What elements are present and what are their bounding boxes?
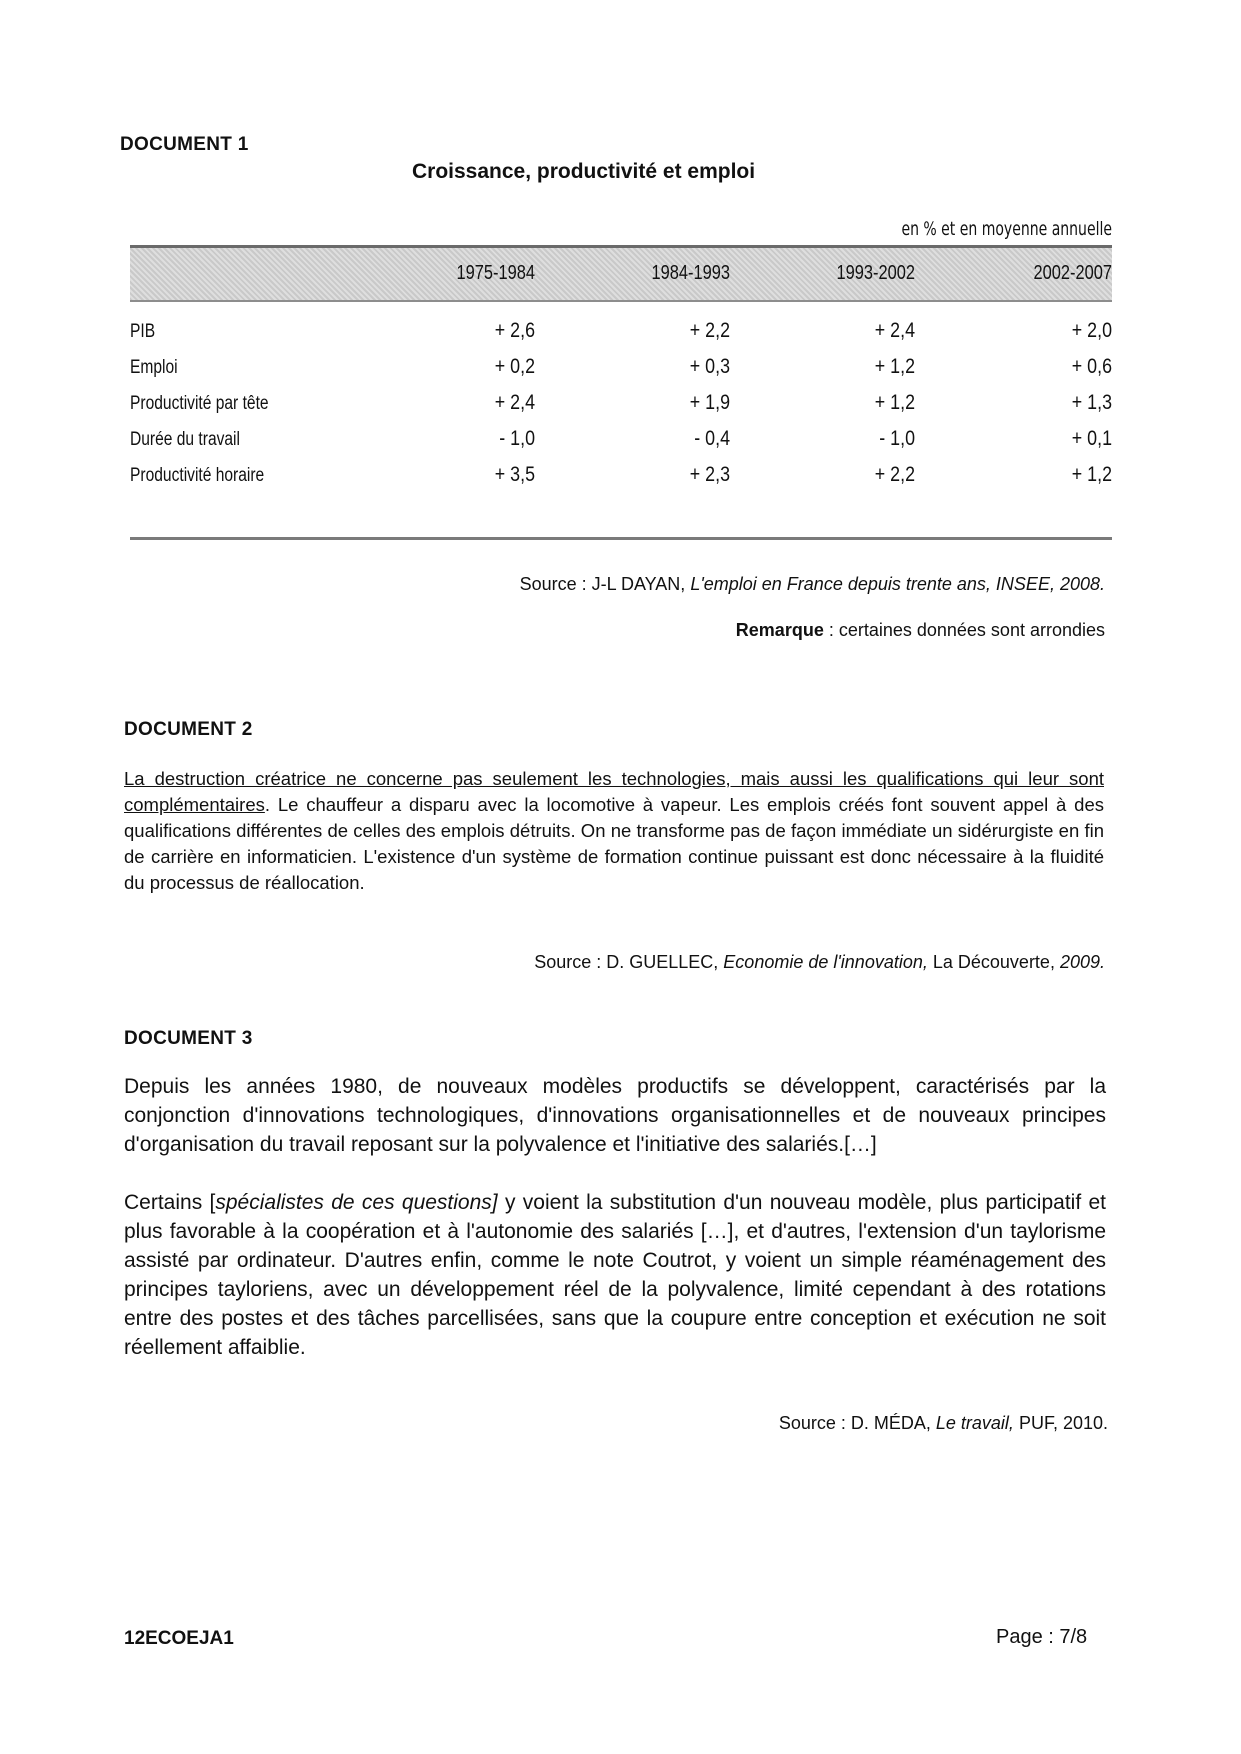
paragraph-rest: y voient la substitution d'un nouveau modèle, plus participatif et plus favorable à la coopération et à l'autonomie des salariés […], et d'autres, l'extension d'un taylorisme assisté par ordinateur. D'autres enfin, comme le note Coutrot, y voient un simple réaménagement des principes tayloriens, avec un développement réel de la polyvalence, limité cependant à des rotations entre des postes et des tâches parcellisées, sans que la coupure entre conception et exécution ne soit réellement affaiblie. bbox=[124, 1191, 1106, 1359]
source-title: Le travail, bbox=[935, 1413, 1014, 1433]
source-title: Economie de l'innovation, bbox=[723, 952, 928, 972]
cell-value: + 2,3 bbox=[689, 463, 730, 486]
document-2-heading: DOCUMENT 2 bbox=[124, 719, 253, 740]
cell-value: + 1,2 bbox=[1071, 463, 1112, 486]
row-label: Emploi bbox=[130, 357, 178, 378]
cell-value: + 3,5 bbox=[494, 463, 535, 486]
source-prefix: Source : D. GUELLEC, bbox=[534, 952, 724, 972]
cell-value: + 2,0 bbox=[1071, 319, 1112, 342]
paragraph-italic: spécialistes de ces questions] bbox=[215, 1191, 498, 1214]
table-unit-note: en % et en moyenne annuelle bbox=[901, 218, 1112, 240]
page-number: Page : 7/8 bbox=[996, 1626, 1088, 1648]
cell-value: + 2,4 bbox=[874, 319, 915, 342]
row-label: Durée du travail bbox=[130, 429, 240, 450]
table-row bbox=[130, 317, 1112, 351]
cell-value: - 1,0 bbox=[879, 427, 915, 450]
document-1-heading: DOCUMENT 1 bbox=[120, 134, 249, 155]
cell-value: + 2,6 bbox=[494, 319, 535, 342]
cell-value: + 1,3 bbox=[1071, 391, 1112, 414]
cell-value: + 0,3 bbox=[689, 355, 730, 378]
document-1-source bbox=[300, 574, 1105, 595]
cell-value: + 1,2 bbox=[874, 391, 915, 414]
source-prefix: Source : D. MÉDA, bbox=[778, 1413, 936, 1433]
document-2-paragraph bbox=[124, 766, 1104, 896]
paragraph-text: . Le chauffeur a disparu avec la locomotive à vapeur. Les emplois créés font souvent appel à des qualifications différentes de celles des emplois détruits. On ne transforme pas de façon immédiate un sidérurgiste en fin de carrière en informaticien. L'existence d'un système de formation continue puissant est donc nécessaire à la fluidité du processus de réallocation. bbox=[124, 794, 1104, 893]
table-title: Croissance, productivité et emploi bbox=[412, 160, 756, 183]
paragraph-start: Certains [ bbox=[124, 1191, 216, 1214]
remark-label: Remarque bbox=[735, 620, 824, 640]
table-row bbox=[130, 353, 1112, 387]
column-header: 1975-1984 bbox=[456, 262, 535, 284]
cell-value: + 2,4 bbox=[494, 391, 535, 414]
document-2-source bbox=[300, 952, 1105, 973]
cell-value: + 0,1 bbox=[1071, 427, 1112, 450]
source-publisher: La Découverte, bbox=[927, 952, 1060, 972]
cell-value: + 2,2 bbox=[874, 463, 915, 486]
data-table bbox=[130, 245, 1112, 545]
table-bottom-rule bbox=[130, 537, 1112, 540]
source-year: 2009. bbox=[1059, 952, 1105, 972]
document-3-paragraph-1: Depuis les années 1980, de nouveaux modèles productifs se développent, caractérisés par la conjonction d'innovations technologiques, d'innovations organisationnelles et de nouveaux principes d'organisation du travail reposant sur la polyvalence et l'initiative des salariés.[…] bbox=[124, 1075, 1106, 1156]
table-row bbox=[130, 461, 1112, 495]
table-header-band bbox=[130, 248, 1112, 302]
document-3-heading: DOCUMENT 3 bbox=[124, 1028, 253, 1049]
row-label: PIB bbox=[130, 321, 156, 342]
column-header: 2002-2007 bbox=[1033, 262, 1112, 284]
cell-value: - 0,4 bbox=[694, 427, 730, 450]
row-label: Productivité horaire bbox=[130, 465, 265, 486]
table-row bbox=[130, 389, 1112, 423]
column-header: 1984-1993 bbox=[651, 262, 730, 284]
cell-value: - 1,0 bbox=[499, 427, 535, 450]
table-row bbox=[130, 425, 1112, 459]
cell-value: + 1,9 bbox=[689, 391, 730, 414]
row-label: Productivité par tête bbox=[130, 393, 269, 414]
cell-value: + 2,2 bbox=[689, 319, 730, 342]
source-title: L'emploi en France depuis trente ans, INSEE, 2008. bbox=[690, 574, 1105, 594]
source-rest: PUF, 2010. bbox=[1013, 1413, 1108, 1433]
underlined-sentence: La destruction créatrice ne concerne pas seulement les technologies, mais aussi les qualifications qui leur sont complémentaires bbox=[124, 768, 1104, 815]
document-3-source bbox=[300, 1413, 1108, 1434]
cell-value: + 0,2 bbox=[494, 355, 535, 378]
column-header: 1993-2002 bbox=[836, 262, 915, 284]
source-prefix: Source : J-L DAYAN, bbox=[519, 574, 691, 594]
cell-value: + 0,6 bbox=[1071, 355, 1112, 378]
cell-value: + 1,2 bbox=[874, 355, 915, 378]
document-3-paragraph-2 bbox=[124, 1188, 1106, 1362]
footer-code: 12ECOEJA1 bbox=[124, 1628, 234, 1649]
document-1-remark bbox=[300, 620, 1105, 641]
remark-text: : certaines données sont arrondies bbox=[823, 620, 1105, 640]
